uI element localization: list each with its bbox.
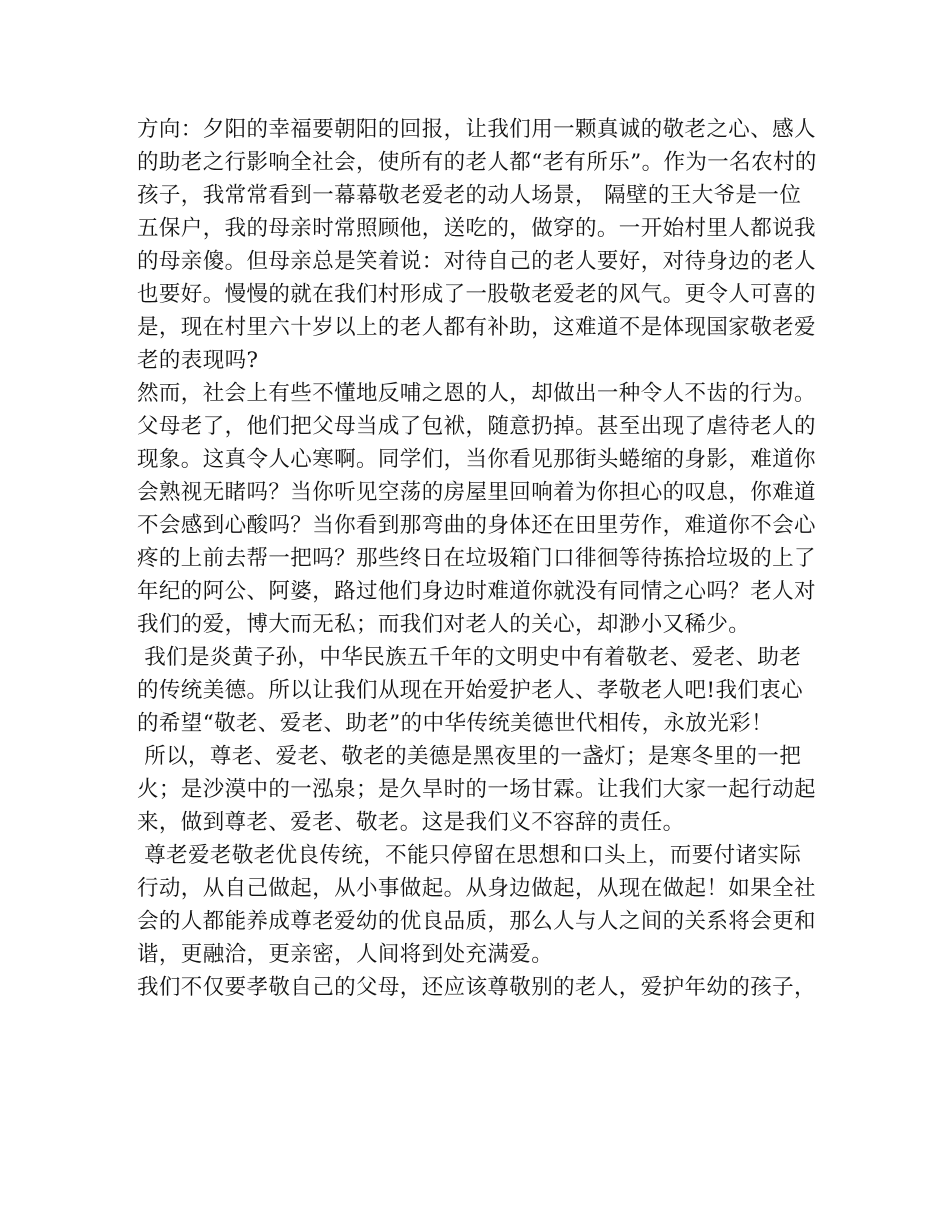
paragraph-closing: 我们不仅要孝敬自己的父母，还应该尊敬别的老人，爱护年幼的孩子， — [137, 975, 816, 1000]
paragraph-heritage: 我们是炎黄子孙，中华民族五千年的文明史中有着敬老、爱老、助老的传统美德。所以让我们从现在开始爱护老人、孝敬老人吧!我们衷心的希望“敬老、爱老、助老”的中华传统美德世代相传，永放光彩！ — [137, 645, 804, 736]
paragraph-however: 然而，社会上有些不懂地反哺之恩的人，却做出一种令人不齿的行为。父母老了，他们把父母当成了包袱，随意扔掉。甚至出现了虐待老人的现象。这真令人心寒啊。同学们，当你看见那街头蜷缩的身影，难道你会熟视无睹吗？当你听见空荡的房屋里回响着为你担心的叹息，你难道不会感到心酸吗？当你看到那弯曲的身体还在田里劳作，难道你不会心疼的上前去帮一把吗？那些终日在垃圾箱门口徘徊等待拣拾垃圾的上了年纪的阿公、阿婆，路过他们身边时难道你就没有同情之心吗？老人对我们的爱，博大而无私；而我们对老人的关心，却渺小又稀少。 — [137, 381, 816, 637]
paragraph-action: 尊老爱老敬老优良传统，不能只停留在思想和口头上，而要付诸实际行动，从自己做起，从小事做起。从身边做起，从现在做起！如果全社会的人都能养成尊老爱幼的优良品质，那么人与人之间的关系将会更和谐，更融洽，更亲密，人间将到处充满爱。 — [137, 843, 816, 967]
paragraph-virtue: 所以，尊老、爱老、敬老的美德是黑夜里的一盏灯；是寒冬里的一把火；是沙漠中的一泓泉；是久旱时的一场甘霖。让我们大家一起行动起来，做到尊老、爱老、敬老。这是我们义不容辞的责任。 — [137, 744, 816, 835]
paragraph-intro: 方向：夕阳的幸福要朝阳的回报，让我们用一颗真诚的敬老之心、感人的助老之行影响全社会，使所有的老人都“老有所乐”。作为一名农村的孩子，我常常看到一幕幕敬老爱老的动人场景， 隔壁的王大爷是一位五保户，我的母亲时常照顾他，送吃的，做穿的。一开始村里人都说我的母亲傻。但母亲总是笑着说：对待自己的老人要好，对待身边的老人也要好。慢慢的就在我们村形成了一股敬老爱老的风气。更令人可喜的是，现在村里六十岁以上的老人都有补助，这难道不是体现国家敬老爱老的表现吗? — [137, 117, 817, 373]
document-body — [137, 113, 817, 1004]
